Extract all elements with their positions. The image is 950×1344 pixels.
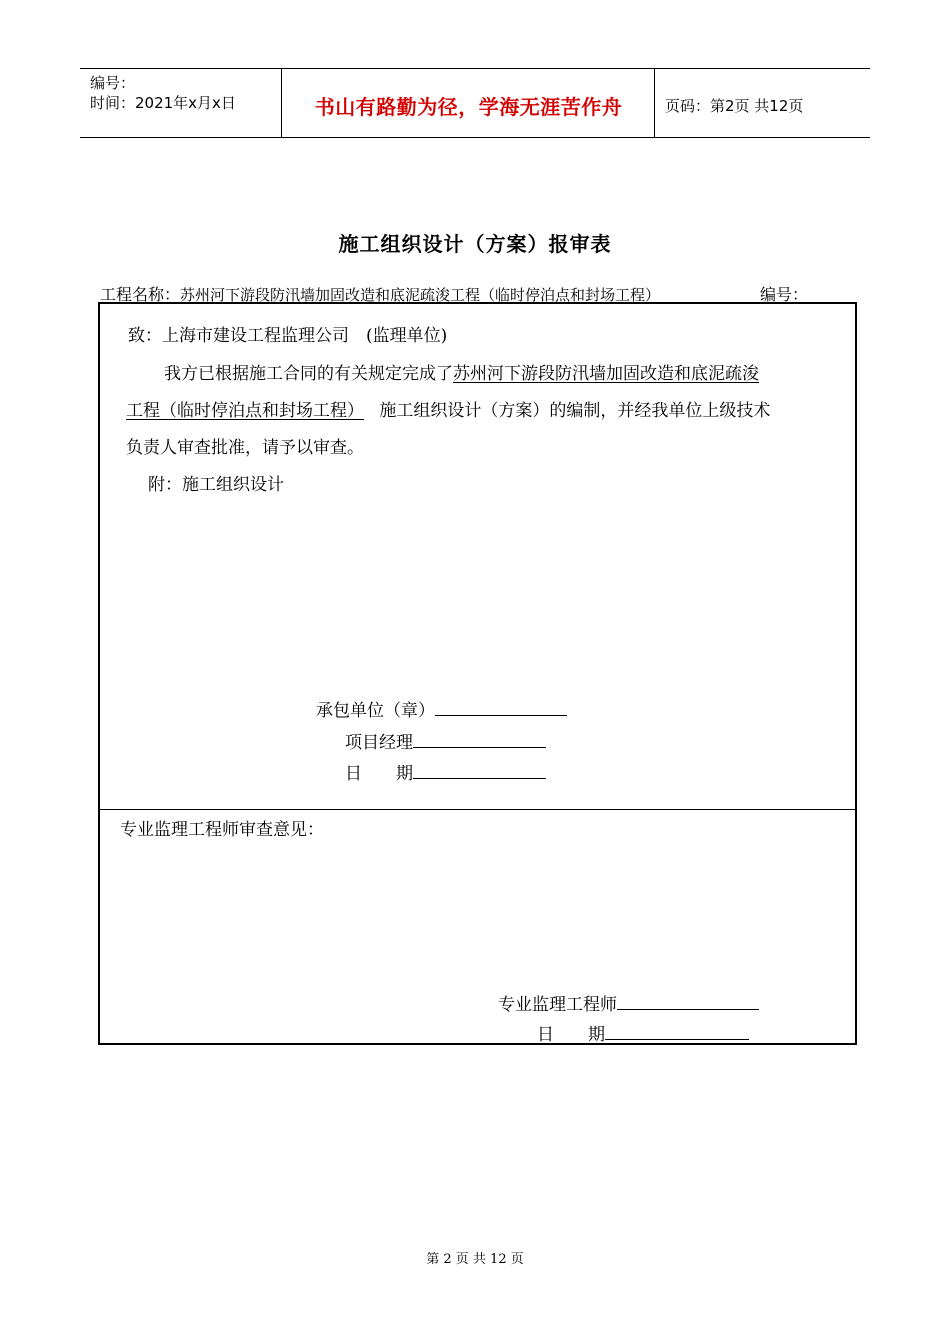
page-title: 施工组织设计（方案）报审表	[338, 232, 612, 256]
body-prefix: 我方已根据施工合同的有关规定完成了	[164, 364, 453, 384]
engineer-label: 专业监理工程师	[498, 995, 617, 1015]
manager-row	[345, 728, 546, 753]
engineer-date-row	[537, 1020, 749, 1045]
date-label: 日 期	[345, 764, 413, 784]
contractor-label: 承包单位（章）	[316, 701, 435, 721]
engineer-date-label: 日 期	[537, 1025, 605, 1045]
body-suffix: 施工组织设计（方案）的编制，并经我单位上级技术	[379, 401, 771, 421]
project-label: 工程名称：	[100, 285, 181, 304]
engineer-row	[498, 990, 759, 1015]
addressee: 致：上海市建设工程监理公司 (监理单位)	[128, 326, 448, 346]
body-project-line2: 工程（临时停泊点和封场工程）	[126, 401, 364, 421]
header-meta	[90, 73, 236, 113]
body-line-3: 负责人审查批准，请予以审查。	[126, 438, 364, 458]
header-motto: 书山有路勤为径，学海无涯苦作舟	[314, 95, 623, 119]
page-footer: 第 2 页 共 12 页	[426, 1252, 524, 1267]
body-project-line1: 苏州河下游段防汛墙加固改造和底泥疏浚	[453, 364, 759, 384]
header-time: 时间：2021年x月x日	[90, 94, 236, 112]
review-label: 专业监理工程师审查意见：	[120, 820, 324, 840]
header-page-info: 页码：第2页 共12页	[665, 97, 804, 115]
page-header	[80, 68, 870, 138]
project-name: 苏州河下游段防汛墙加固改造和底泥疏浚工程（临时停泊点和封场工程）	[180, 286, 661, 304]
document-number-label: 编号：	[760, 285, 809, 304]
body-line-1	[164, 359, 759, 384]
manager-label: 项目经理	[345, 733, 413, 753]
date-row	[345, 759, 546, 784]
header-number-label: 编号：	[90, 74, 136, 92]
approval-form	[98, 302, 857, 1045]
engineer-signature-field[interactable]	[617, 991, 759, 1010]
date-field[interactable]	[413, 760, 546, 779]
body-line-2	[126, 396, 770, 421]
engineer-date-field[interactable]	[605, 1021, 749, 1040]
contractor-row	[316, 696, 567, 721]
contractor-signature-field[interactable]	[435, 697, 567, 716]
attachment: 附：施工组织设计	[148, 475, 284, 495]
manager-signature-field[interactable]	[413, 729, 546, 748]
form-divider	[100, 809, 855, 810]
